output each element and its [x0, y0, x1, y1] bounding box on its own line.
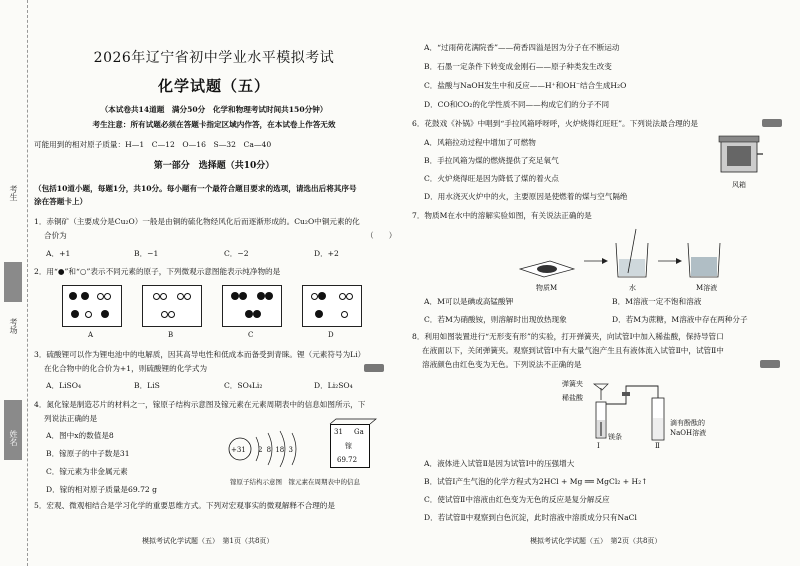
q3-option-a: A．LiSO₄	[46, 381, 82, 390]
q3-stem-2: 在化合物中的化合价为+1，则硫酸锂的化学式为	[44, 364, 208, 373]
bellows-label: 风箱	[732, 181, 746, 189]
atomic-mass-line: 可能用到的相对原子质量：H—1 C—12 O—16 S—32 Ca—40	[34, 140, 272, 149]
atom-filled	[231, 292, 239, 300]
atom-hollow	[153, 293, 160, 300]
atom-hollow	[160, 293, 167, 300]
q5-option-d: D．CO和CO₂的化学性质不同——构成它们的分子不同	[424, 100, 610, 109]
q6-option-b: B．手拉风箱为煤的燃烧提供了充足氧气	[424, 156, 559, 165]
atom-filled	[69, 292, 77, 300]
q2-box-b	[142, 285, 202, 327]
bellows-illustration	[717, 134, 765, 180]
gallium-periodic-cell	[330, 424, 370, 468]
cell-symbol: Ga	[354, 428, 364, 436]
cell-atomic-number: 31	[334, 428, 343, 436]
atom-filled	[257, 292, 265, 300]
page-1-footer: 模拟考试化学试题（五） 第1页（共8页）	[142, 537, 274, 545]
q7-stem: 7．物质M在水中的溶解实验如图，有关说法正确的是	[412, 211, 592, 220]
q3-stem-1: 3．硫酸锂可以作为锂电池中的电解质，因其高导电性和低成本而备受到青睐。锂（元素符号为Li）	[34, 350, 366, 359]
gallium-electron-shells: 2 8 18 3	[258, 446, 293, 454]
q7-fig-label-water: 水	[629, 284, 636, 292]
page-2-footer: 模拟考试化学试题（五） 第2页（共8页）	[530, 537, 662, 545]
q8-label-clip: 弹簧夹	[562, 380, 583, 388]
atom-filled	[81, 292, 89, 300]
q1-option-c: C．−2	[224, 249, 249, 258]
atom-hollow	[311, 293, 318, 300]
dissolution-diagram	[512, 225, 732, 285]
q5-option-b: B．石墨一定条件下转变成金刚石——原子种类发生改变	[424, 62, 612, 71]
q7-option-d: D．若M为蔗糖，M溶液中存在两种分子	[612, 315, 748, 324]
q8-stem-1: 8．利用如图装置进行“无形变有形”的实验，打开弹簧夹，向试管Ⅰ中加入稀盐酸，保持导管口	[412, 332, 724, 341]
q6-answer-mark	[762, 117, 782, 128]
q6-option-c: C．火炉烧得旺是因为降低了煤的着火点	[424, 174, 559, 183]
q8-stem-3: 溶液颜色由红色变为无色。下列说法不正确的是	[422, 360, 582, 369]
atom-hollow	[177, 293, 184, 300]
cell-name: 镓	[345, 442, 352, 450]
q8-label-mg: 镁条	[608, 433, 622, 441]
page-1	[34, 0, 397, 566]
exam-title: 2026年辽宁省初中学业水平模拟考试	[93, 50, 335, 66]
q3-option-b: B．LiS	[134, 381, 160, 390]
q7-option-c: C．若M为硝酸铵，则溶解时出现放热现象	[424, 315, 567, 324]
atom-hollow	[184, 293, 191, 300]
binding-label-mid: 考场	[9, 318, 18, 334]
atom-filled	[239, 292, 247, 300]
atom-filled	[71, 310, 79, 318]
q2-label-c: C	[248, 331, 254, 339]
q8-option-c: C．使试管Ⅱ中溶液由红色变为无色的反应是复分解反应	[424, 495, 610, 504]
atom-hollow	[104, 293, 111, 300]
atom-hollow	[161, 311, 168, 318]
q1-option-a: A．+1	[46, 249, 71, 258]
atom-hollow	[339, 293, 346, 300]
q7-option-a: A．M可以是碘或高锰酸钾	[424, 297, 514, 306]
q6-stem: 6．花鼓戏《补锅》中唱到“手拉风箱呼呀呼，火炉烧得红旺旺”。下列说法最合理的是	[412, 119, 698, 128]
atom-filled	[318, 292, 326, 300]
q2-box-c	[222, 285, 282, 327]
atom-hollow	[168, 311, 175, 318]
q6-option-d: D．用水浇灭火炉中的火，主要原因是使燃着的煤与空气隔绝	[424, 192, 628, 201]
q4-option-c: C．镓元素为非金属元素	[46, 467, 128, 476]
binding-label-top: 考生	[9, 185, 18, 201]
q1-paren: （ ）	[366, 231, 397, 240]
atom-filled	[245, 310, 253, 318]
q5-option-c: C．盐酸与NaOH发生中和反应——H⁺和OH⁻结合生成H₂O	[424, 81, 627, 90]
q2-stem: 2．用“●”和“○”表示不同元素的原子，下列微观示意图能表示纯净物的是	[34, 267, 281, 276]
atom-hollow	[97, 293, 104, 300]
atom-hollow	[346, 293, 353, 300]
binding-label-bot: 姓名	[9, 430, 18, 446]
part1-intro-1: （包括10道小题，每题1分，共10分。每小题有一个最符合题目要求的选项，请选出后将其序号	[34, 184, 357, 193]
q8-answer-mark	[760, 358, 780, 369]
q2-box-a	[62, 285, 122, 327]
atom-filled	[253, 310, 261, 318]
q1-option-b: B．−1	[134, 249, 159, 258]
q4-option-b: B．镓原子的中子数是31	[46, 449, 130, 458]
q8-option-d: D．若试管Ⅱ中观察到白色沉淀，此时溶液中溶质成分只有NaCl	[424, 513, 637, 522]
part1-title: 第一部分 选择题（共10分）	[153, 161, 275, 171]
q7-option-b: B．M溶液一定不饱和溶液	[612, 297, 702, 306]
q8-apparatus	[562, 378, 722, 450]
q4-stem-1: 4．氮化镓是制造芯片的材料之一，镓原子结构示意图及镓元素在元素周期表中的信息如图所示，下	[34, 400, 366, 409]
q8-label-acid: 稀盐酸	[562, 394, 583, 402]
q4-stem-2: 列说法正确的是	[44, 414, 98, 423]
q7-fig-label-solution: M溶液	[696, 284, 718, 292]
cell-mass: 69.72	[337, 456, 358, 464]
binding-strip	[0, 0, 28, 566]
q8-option-a: A．液体进入试管Ⅱ是因为试管Ⅰ中的压强增大	[424, 459, 575, 468]
atom-filled	[265, 292, 273, 300]
q3-option-d: D．Li₂SO₄	[314, 381, 353, 390]
atom-filled	[101, 310, 109, 318]
q8-label-solution-2: NaOH溶液	[670, 429, 707, 437]
q5-option-a: A．“过雨荷花满院香”——荷香四溢是因为分子在不断运动	[424, 43, 620, 52]
q5-stem: 5．宏观、微观相结合是学习化学的重要思维方式。下列对宏观事实的微观解释不合理的是	[34, 501, 335, 510]
q1-option-d: D．+2	[314, 249, 339, 258]
q1-stem-2: 合价为	[44, 231, 67, 240]
q8-label-tube-1: Ⅰ	[597, 442, 600, 450]
cell-3d-edge	[324, 418, 378, 428]
q8-option-b: B．试管Ⅰ产生气泡的化学方程式为2HCl + Mg ══ MgCl₂ + H₂↑	[424, 477, 648, 486]
q2-label-d: D	[328, 331, 334, 339]
q4-option-d: D．镓的相对原子质量是69.72 g	[46, 485, 158, 494]
q8-label-tube-2: Ⅱ	[655, 442, 660, 450]
q3-answer-mark	[364, 362, 384, 373]
q8-label-solution-1: 滴有酚酞的	[670, 419, 705, 427]
q3-option-c: C．SO₄Li₂	[224, 381, 263, 390]
atom-hollow	[85, 311, 92, 318]
binding-redaction-1	[4, 262, 22, 302]
exam-notice: 考生注意：所有试题必须在答题卡指定区域内作答，在本试卷上作答无效	[92, 120, 336, 129]
q4-option-a: A．图中x的数值是8	[46, 431, 114, 440]
q1-stem-1: 1．赤铜矿（主要成分是Cu₂O）一般是由铜的硫化物经风化后而逐渐形成的。Cu₂O中铜元素的化	[34, 217, 360, 226]
q4-figure-caption: 镓原子结构示意图 镓元素在周期表中的信息	[230, 478, 360, 486]
q6-option-a: A．风箱拉动过程中增加了可燃物	[424, 138, 536, 147]
exam-info: （本试卷共14道题 满分50分 化学和物理考试时间共150分钟）	[100, 105, 328, 114]
atom-filled	[315, 310, 323, 318]
part1-intro-2: 涂在答题卡上）	[34, 197, 88, 206]
q8-stem-2: 在液面以下，关闭弹簧夹。观察到试管Ⅰ中有大量气泡产生且有液体流入试管Ⅱ中，试管Ⅱ中	[422, 346, 724, 355]
q7-fig-label-m: 物质M	[536, 284, 558, 292]
atom-hollow	[341, 311, 348, 318]
q2-label-b: B	[168, 331, 174, 339]
q2-box-d	[302, 285, 362, 327]
page-2	[412, 0, 787, 566]
q2-label-a: A	[88, 331, 94, 339]
gallium-nucleus-charge: +31	[231, 446, 246, 454]
subject-title: 化学试题（五）	[157, 77, 270, 95]
